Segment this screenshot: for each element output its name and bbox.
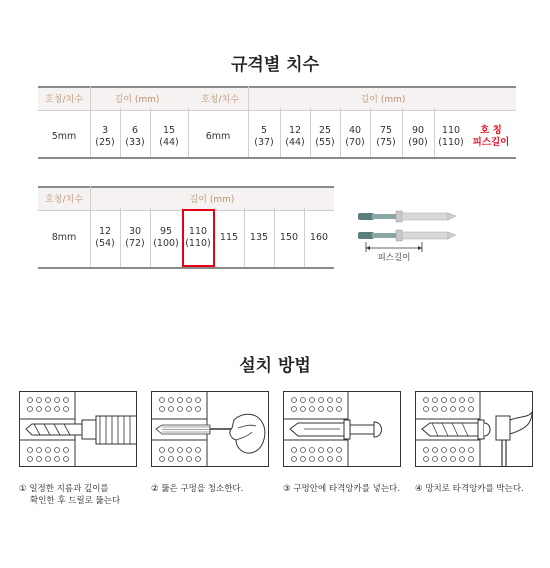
table1-cell: 15 (44) <box>159 125 179 148</box>
step-2-caption: ② 뚫은 구멍을 청소한다. <box>151 484 244 494</box>
step-1-caption: ① 일정한 지름과 깊이를 <box>19 484 109 494</box>
anchor-insert-icon <box>284 392 401 467</box>
table1-header-size: 호칭/치수 <box>45 95 83 105</box>
table1-header-size-2: 호칭/치수 <box>201 95 239 105</box>
table2-header-length: 길이 (mm) <box>189 195 235 205</box>
table1-header-length-2: 길이 (mm) <box>360 95 406 105</box>
highlight-box <box>182 209 215 267</box>
step-3-caption: ③ 구멍안에 타격앙카를 넣는다. <box>283 484 400 494</box>
cleaning-brush-icon <box>152 392 269 467</box>
table1-cell: 3 (25) <box>95 125 115 148</box>
spec-title: 규격별 치수 <box>230 55 320 75</box>
table1-cell: 12 (44) <box>285 125 305 148</box>
table2-cell: 12 (54) <box>95 226 115 249</box>
legend-label-top: 호 칭 <box>480 125 502 136</box>
table2-header-size: 호칭/치수 <box>45 195 83 205</box>
table1-cell: 40 (70) <box>345 125 365 148</box>
hammer-icon <box>416 392 533 467</box>
table2-cell: 110 (110) <box>185 226 211 249</box>
step-4-hammer-panel <box>415 391 533 467</box>
table1-cell: 5 (37) <box>254 125 274 148</box>
drill-icon <box>20 392 137 467</box>
table1-size-6mm: 6mm <box>205 131 231 142</box>
step-1-drill-panel <box>19 391 137 467</box>
table2-cell: 150 <box>279 232 299 243</box>
table1-cell: 110 (110) <box>438 125 464 148</box>
table1-header-length: 길이 (mm) <box>114 95 160 105</box>
table1-size-5mm: 5mm <box>51 131 77 142</box>
table2-cell: 135 <box>249 232 269 243</box>
step-1-caption-line2: 확인한 후 드릴로 뚫는다 <box>30 496 121 506</box>
step-2-clean-panel <box>151 391 269 467</box>
step-4-caption: ④ 망치로 타격앙카를 박는다. <box>415 484 524 494</box>
table1-cell: 75 (75) <box>376 125 396 148</box>
table2-cell: 95 (100) <box>153 226 179 249</box>
table1-cell: 6 (33) <box>125 125 145 148</box>
table2-cell: 30 (72) <box>125 226 145 249</box>
step-3-insert-panel <box>283 391 401 467</box>
table1-cell: 90 (90) <box>408 125 428 148</box>
table2-cell: 115 <box>219 232 239 243</box>
install-title: 설치 방법 <box>239 356 311 376</box>
legend-label-bottom: 피스길이 <box>472 137 510 148</box>
table2-cell: 160 <box>309 232 329 243</box>
table1-cell: 25 (55) <box>315 125 335 148</box>
table2-size-8mm: 8mm <box>51 232 77 243</box>
screw-length-label: 피스길이 <box>377 253 411 263</box>
